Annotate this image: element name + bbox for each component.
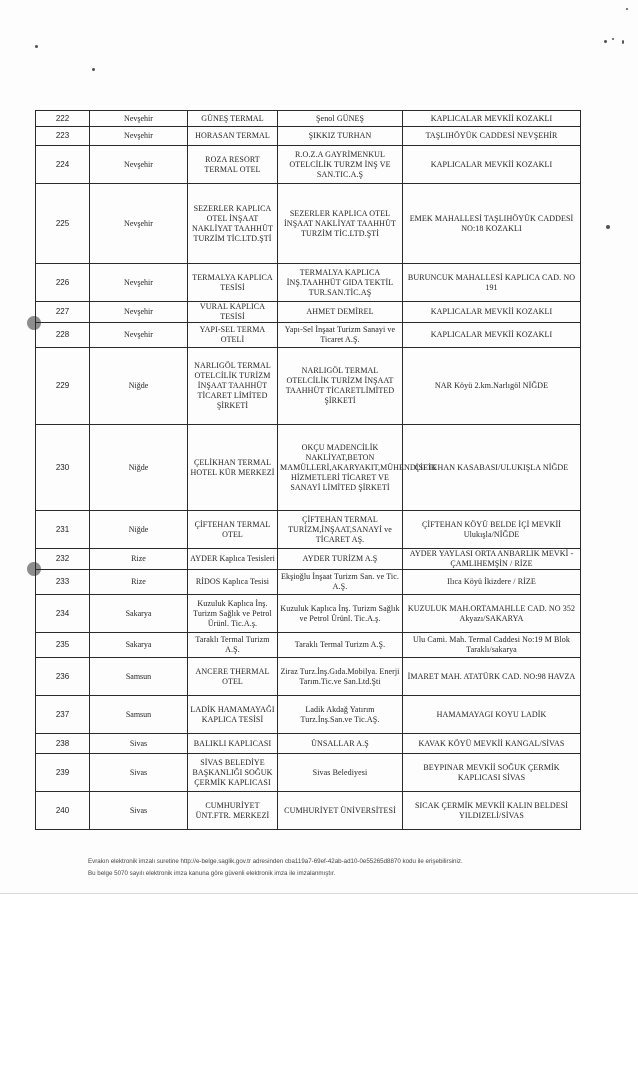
facility-owner: Şenol GÜNEŞ <box>278 111 403 127</box>
facility-owner: Ekşioğlu İnşaat Turizm San. ve Tic. A.Ş. <box>278 570 403 595</box>
row-city: Rize <box>90 549 188 570</box>
facility-owner: Yapı-Sel İnşaat Turizm Sanayi ve Ticaret A.Ş. <box>278 323 403 348</box>
row-city: Nevşehir <box>90 146 188 184</box>
facility-address: İMARET MAH. ATATÜRK CAD. NO:98 HAVZA <box>403 658 581 696</box>
facility-address: TAŞLIHÖYÜK CADDESİ NEVŞEHİR <box>403 127 581 146</box>
table-row <box>36 111 581 127</box>
registry-table-body <box>36 111 581 830</box>
row-city: Nevşehir <box>90 264 188 302</box>
row-city: Sivas <box>90 792 188 830</box>
facility-name: RİDOS Kaplıca Tesisi <box>188 570 278 595</box>
facility-name: Taraklı Termal Turizm A.Ş. <box>188 633 278 658</box>
facility-owner: Ladik Akdağ Yatırım Turz.İnş.San.ve Tic.AŞ. <box>278 696 403 734</box>
facility-address: SICAK ÇERMİK MEVKİİ KALIN BELDESİ YILDIZELİ/SİVAS <box>403 792 581 830</box>
row-city: Nevşehir <box>90 323 188 348</box>
row-city: Niğde <box>90 511 188 549</box>
table-row <box>36 696 581 734</box>
table-row <box>36 658 581 696</box>
facility-name: SİVAS BELEDİYE BAŞKANLIĞI SOĞUK ÇERMİK KAPLICASI <box>188 754 278 792</box>
footer-verification-note: Evrakın elektronik imzalı suretine http://e-belge.saglik.gov.tr adresinden cba119a7-69ef-42ab-ad10-0e55265d8870 kodu ile erişebilirsiniz. <box>88 858 463 865</box>
row-city: Sakarya <box>90 633 188 658</box>
table-row <box>36 348 581 425</box>
facility-owner: AHMET DEMİREL <box>278 302 403 323</box>
row-number: 240 <box>36 792 90 830</box>
facility-address: Ulu Cami. Mah. Termal Caddesi No:19 M Blok Taraklı/sakarya <box>403 633 581 658</box>
facility-name: CUMHURİYET ÜNT.FTR. MERKEZİ <box>188 792 278 830</box>
facility-name: AYDER Kaplıca Tesisleri <box>188 549 278 570</box>
scan-speck <box>35 45 38 48</box>
facility-owner: CUMHURİYET ÜNİVERSİTESİ <box>278 792 403 830</box>
row-number: 230 <box>36 425 90 511</box>
facility-name: NARLIGÖL TERMAL OTELCİLİK TURİZM İNŞAAT TAAHHÜT TİCARET LİMİTED ŞİRKETİ <box>188 348 278 425</box>
facility-owner: SEZERLER KAPLICA OTEL İNŞAAT NAKLİYAT TAAHHÜT TURZİM TİC.LTD.ŞTİ <box>278 184 403 264</box>
row-number: 222 <box>36 111 90 127</box>
row-city: Rize <box>90 570 188 595</box>
facility-address: ÇİFTEHAN KASABASI/ULUKIŞLA NİĞDE <box>403 425 581 511</box>
facility-owner: ÜNSALLAR A.Ş <box>278 734 403 754</box>
table-row <box>36 146 581 184</box>
facility-name: VURAL KAPLICA TESİSİ <box>188 302 278 323</box>
facility-address: Ilıca Köyü İkizdere / RİZE <box>403 570 581 595</box>
row-city: Nevşehir <box>90 302 188 323</box>
row-city: Niğde <box>90 425 188 511</box>
row-number: 227 <box>36 302 90 323</box>
facility-address: HAMAMAYAGI KOYU LADİK <box>403 696 581 734</box>
row-city: Nevşehir <box>90 127 188 146</box>
facility-address: NAR Köyü 2.km.Narlıgöl NİĞDE <box>403 348 581 425</box>
facility-name: LADİK HAMAMAYAĞI KAPLICA TESİSİ <box>188 696 278 734</box>
facility-address: EMEK MAHALLESİ TAŞLIHÖYÜK CADDESİ NO:18 KOZAKLI <box>403 184 581 264</box>
table-row <box>36 549 581 570</box>
table-row <box>36 264 581 302</box>
facility-address: BEYPINAR MEVKİİ SOĞUK ÇERMİK KAPLICASI SİVAS <box>403 754 581 792</box>
table-row <box>36 633 581 658</box>
facility-address: ÇİFTEHAN KÖYÜ BELDE İÇİ MEVKİİ Ulukışla/NİĞDE <box>403 511 581 549</box>
facility-owner: R.O.Z.A GAYRİMENKUL OTELCİLİK TURZM İNŞ VE SAN.TIC.A.Ş <box>278 146 403 184</box>
row-number: 239 <box>36 754 90 792</box>
facility-name: BALIKLI KAPLICASI <box>188 734 278 754</box>
table-row <box>36 734 581 754</box>
footer-signature-note: Bu belge 5070 sayılı elektronik imza kanuna göre güvenli elektronik imza ile imzalanmıştır. <box>88 870 336 877</box>
scan-speck <box>92 68 95 71</box>
table-row <box>36 570 581 595</box>
facility-name: ANCERE THERMAL OTEL <box>188 658 278 696</box>
row-city: Samsun <box>90 658 188 696</box>
facility-name: TERMALYA KAPLICA TESİSİ <box>188 264 278 302</box>
facility-name: Kuzuluk Kaplıca İnş. Turizm Sağlık ve Petrol Ürünl. Tic.A.ş. <box>188 595 278 633</box>
row-number: 228 <box>36 323 90 348</box>
scan-speck <box>612 38 614 40</box>
facility-owner: ŞIKKIZ TURHAN <box>278 127 403 146</box>
facility-owner: Ziraz Turz.İnş.Gıda.Mobilya. Enerji Tarım.Tic.ve San.Ltd.Şti <box>278 658 403 696</box>
scan-speck <box>622 40 624 44</box>
table-row <box>36 323 581 348</box>
facility-name: ÇELİKHAN TERMAL HOTEL KÜR MERKEZİ <box>188 425 278 511</box>
scan-speck <box>604 40 607 43</box>
facility-address: KAVAK KÖYÜ MEVKİİ KANGAL/SİVAS <box>403 734 581 754</box>
table-row <box>36 425 581 511</box>
row-city: Sivas <box>90 734 188 754</box>
row-city: Sakarya <box>90 595 188 633</box>
table-row <box>36 595 581 633</box>
row-number: 224 <box>36 146 90 184</box>
row-number: 229 <box>36 348 90 425</box>
row-city: Sivas <box>90 754 188 792</box>
facility-owner: NARLIGÖL TERMAL OTELCİLİK TURİZM İNŞAAT TAAHHÜT TİCARETLİMİTED ŞİRKETİ <box>278 348 403 425</box>
table-row <box>36 127 581 146</box>
row-number: 225 <box>36 184 90 264</box>
row-number: 233 <box>36 570 90 595</box>
document-footer <box>88 856 588 880</box>
row-number: 236 <box>36 658 90 696</box>
row-city: Samsun <box>90 696 188 734</box>
row-city: Nevşehir <box>90 184 188 264</box>
row-number: 234 <box>36 595 90 633</box>
facility-address: AYDER YAYLASI ORTA ANBARLIK MEVKİ - ÇAMLIHEMŞİN / RİZE <box>403 549 581 570</box>
facility-owner: TERMALYA KAPLICA İNŞ.TAAHHÜT GIDA TEKTİL TUR.SAN.TİC.AŞ <box>278 264 403 302</box>
page-bottom-margin <box>0 893 638 1074</box>
table-row <box>36 792 581 830</box>
row-number: 223 <box>36 127 90 146</box>
row-number: 237 <box>36 696 90 734</box>
facility-name: HORASAN TERMAL <box>188 127 278 146</box>
facility-owner: Sivas Belediyesi <box>278 754 403 792</box>
facility-owner: OKÇU MADENCİLİK NAKLİYAT,BETON MAMÜLLERİ,AKARYAKIT,MÜHENDİSLİK HİZMETLERİ TİCARET VE SANAYİ LİMİTED ŞİRKETİ <box>278 425 403 511</box>
facility-address: KUZULUK MAH.ORTAMAHLLE CAD. NO 352 Akyazı/SAKARYA <box>403 595 581 633</box>
facility-address: BURUNCUK MAHALLESİ KAPLICA CAD. NO 191 <box>403 264 581 302</box>
facility-name: GÜNEŞ TERMAL <box>188 111 278 127</box>
table-row <box>36 754 581 792</box>
facility-name: ROZA RESORT TERMAL OTEL <box>188 146 278 184</box>
scan-speck <box>626 8 628 10</box>
facility-owner: AYDER TURİZM A.Ş <box>278 549 403 570</box>
facility-owner: ÇİFTEHAN TERMAL TURİZM,İNŞAAT,SANAYİ ve TİCARET AŞ. <box>278 511 403 549</box>
scan-speck <box>606 225 610 229</box>
spa-registry-table <box>35 110 581 830</box>
table-row <box>36 184 581 264</box>
facility-address: KAPLICALAR MEVKİİ KOZAKLI <box>403 146 581 184</box>
facility-address: KAPLICALAR MEVKİİ KOZAKLI <box>403 323 581 348</box>
facility-address: KAPLICALAR MEVKİİ KOZAKLI <box>403 111 581 127</box>
facility-name: ÇİFTEHAN TERMAL OTEL <box>188 511 278 549</box>
row-number: 235 <box>36 633 90 658</box>
facility-address: KAPLICALAR MEVKİİ KOZAKLI <box>403 302 581 323</box>
facility-name: SEZERLER KAPLICA OTEL İNŞAAT NAKLİYAT TAAHHÜT TURZİM TİC.LTD.ŞTİ <box>188 184 278 264</box>
facility-name: YAPI-SEL TERMA OTELİ <box>188 323 278 348</box>
table-row <box>36 302 581 323</box>
row-city: Niğde <box>90 348 188 425</box>
table-row <box>36 511 581 549</box>
facility-owner: Kuzuluk Kaplıca İnş. Turizm Sağlık ve Petrol Ürünl. Tic.A.ş. <box>278 595 403 633</box>
row-city: Nevşehir <box>90 111 188 127</box>
facility-owner: Taraklı Termal Turizm A.Ş. <box>278 633 403 658</box>
row-number: 231 <box>36 511 90 549</box>
row-number: 232 <box>36 549 90 570</box>
row-number: 238 <box>36 734 90 754</box>
row-number: 226 <box>36 264 90 302</box>
